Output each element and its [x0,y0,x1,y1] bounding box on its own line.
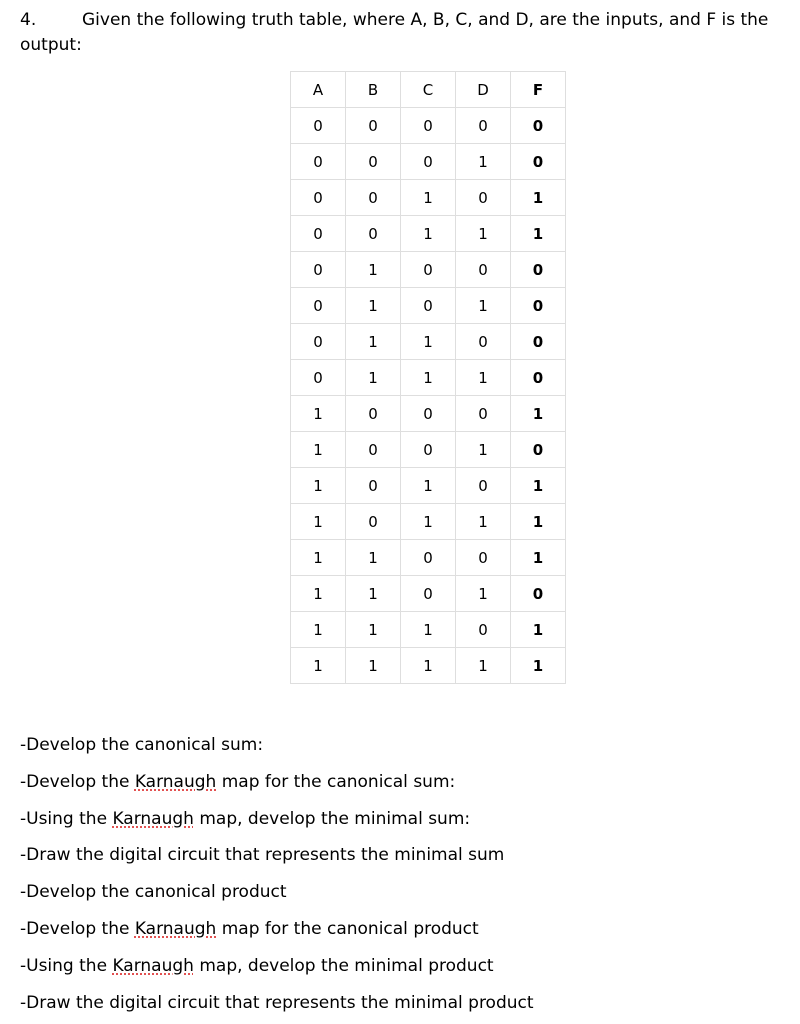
question-text: Given the following truth table, where A, B, C, and D, are the inputs, and F is the output: [20,10,769,55]
input-cell: 0 [401,108,456,144]
input-cell: 0 [456,252,511,288]
table-row [291,144,566,180]
table-row [291,108,566,144]
input-cell: 1 [346,288,401,324]
input-cell: 0 [291,180,346,216]
input-cell: 0 [456,108,511,144]
input-cell: 1 [291,468,346,504]
task-term: Karnaugh [134,771,217,792]
output-cell: 1 [511,396,566,432]
task-list [20,730,534,1024]
input-cell: 1 [401,504,456,540]
input-cell: 1 [346,576,401,612]
table-row [291,396,566,432]
input-cell: 1 [401,468,456,504]
task-item [20,877,534,914]
task-text: -Draw the digital circuit that represents the minimal sum [20,845,505,866]
header-d: D [456,72,511,108]
task-term: Karnaugh [112,955,194,976]
input-cell: 1 [291,576,346,612]
output-cell: 1 [511,216,566,252]
task-item [20,988,534,1024]
input-cell: 0 [401,540,456,576]
input-cell: 0 [291,288,346,324]
input-cell: 1 [291,396,346,432]
input-cell: 0 [456,540,511,576]
table-row [291,216,566,252]
output-cell: 1 [511,648,566,684]
table-row [291,540,566,576]
input-cell: 1 [401,612,456,648]
input-cell: 1 [456,216,511,252]
input-cell: 1 [456,360,511,396]
output-cell: 0 [511,324,566,360]
input-cell: 0 [456,612,511,648]
output-cell: 0 [511,252,566,288]
task-text: -Develop the [20,918,135,939]
task-text: -Using the [20,955,113,976]
output-cell: 1 [511,540,566,576]
input-cell: 1 [456,432,511,468]
task-item [20,951,534,988]
input-cell: 1 [401,360,456,396]
output-cell: 1 [511,504,566,540]
input-cell: 0 [346,180,401,216]
task-item [20,840,534,877]
truth-table-body [291,108,566,684]
header-a: A [291,72,346,108]
input-cell: 1 [401,180,456,216]
task-text: -Draw the digital circuit that represents the minimal product [20,992,534,1013]
question-prompt [20,8,795,58]
input-cell: 0 [291,360,346,396]
truth-table-header-row [291,72,566,108]
task-item [20,914,534,951]
output-cell: 0 [511,432,566,468]
task-text: -Using the [20,808,113,829]
table-row [291,360,566,396]
input-cell: 0 [456,396,511,432]
table-row [291,612,566,648]
input-cell: 1 [401,324,456,360]
output-cell: 0 [511,360,566,396]
input-cell: 0 [346,216,401,252]
task-item [20,730,534,767]
header-b: B [346,72,401,108]
input-cell: 0 [291,108,346,144]
task-text: map, develop the minimal sum: [193,808,471,829]
table-row [291,252,566,288]
input-cell: 1 [291,612,346,648]
output-cell: 1 [511,612,566,648]
input-cell: 1 [456,576,511,612]
output-cell: 1 [511,180,566,216]
input-cell: 0 [456,468,511,504]
task-text: map for the canonical product [216,918,479,939]
output-cell: 0 [511,288,566,324]
input-cell: 0 [456,180,511,216]
input-cell: 0 [401,396,456,432]
question-number: 4. [20,10,37,30]
truth-table [290,71,566,684]
input-cell: 1 [346,540,401,576]
table-row [291,648,566,684]
input-cell: 1 [456,144,511,180]
table-row [291,576,566,612]
input-cell: 1 [346,252,401,288]
task-item [20,804,534,841]
table-row [291,432,566,468]
input-cell: 0 [401,252,456,288]
input-cell: 0 [346,396,401,432]
input-cell: 0 [346,108,401,144]
input-cell: 1 [291,432,346,468]
table-row [291,180,566,216]
input-cell: 0 [346,432,401,468]
input-cell: 1 [456,648,511,684]
input-cell: 0 [346,504,401,540]
input-cell: 0 [456,324,511,360]
task-text: -Develop the [20,771,135,792]
input-cell: 0 [346,144,401,180]
output-cell: 0 [511,576,566,612]
input-cell: 1 [401,648,456,684]
output-cell: 0 [511,108,566,144]
task-text: map, develop the minimal product [193,955,494,976]
input-cell: 1 [456,288,511,324]
table-row [291,468,566,504]
task-text: -Develop the canonical sum: [20,735,264,755]
input-cell: 0 [401,288,456,324]
input-cell: 0 [401,432,456,468]
input-cell: 0 [291,252,346,288]
output-cell: 0 [511,144,566,180]
input-cell: 1 [291,504,346,540]
task-item [20,767,534,804]
input-cell: 1 [346,324,401,360]
input-cell: 0 [401,144,456,180]
input-cell: 1 [346,648,401,684]
header-c: C [401,72,456,108]
input-cell: 1 [401,216,456,252]
table-row [291,288,566,324]
task-text: -Develop the canonical product [20,882,287,903]
input-cell: 1 [291,540,346,576]
input-cell: 0 [291,324,346,360]
table-row [291,324,566,360]
input-cell: 0 [401,576,456,612]
task-term: Karnaugh [134,918,217,939]
input-cell: 0 [291,216,346,252]
input-cell: 1 [346,360,401,396]
task-text: map for the canonical sum: [216,771,456,792]
table-row [291,504,566,540]
input-cell: 0 [291,144,346,180]
input-cell: 1 [291,648,346,684]
input-cell: 0 [346,468,401,504]
header-f: F [511,72,566,108]
input-cell: 1 [346,612,401,648]
task-term: Karnaugh [112,808,194,829]
output-cell: 1 [511,468,566,504]
input-cell: 1 [456,504,511,540]
